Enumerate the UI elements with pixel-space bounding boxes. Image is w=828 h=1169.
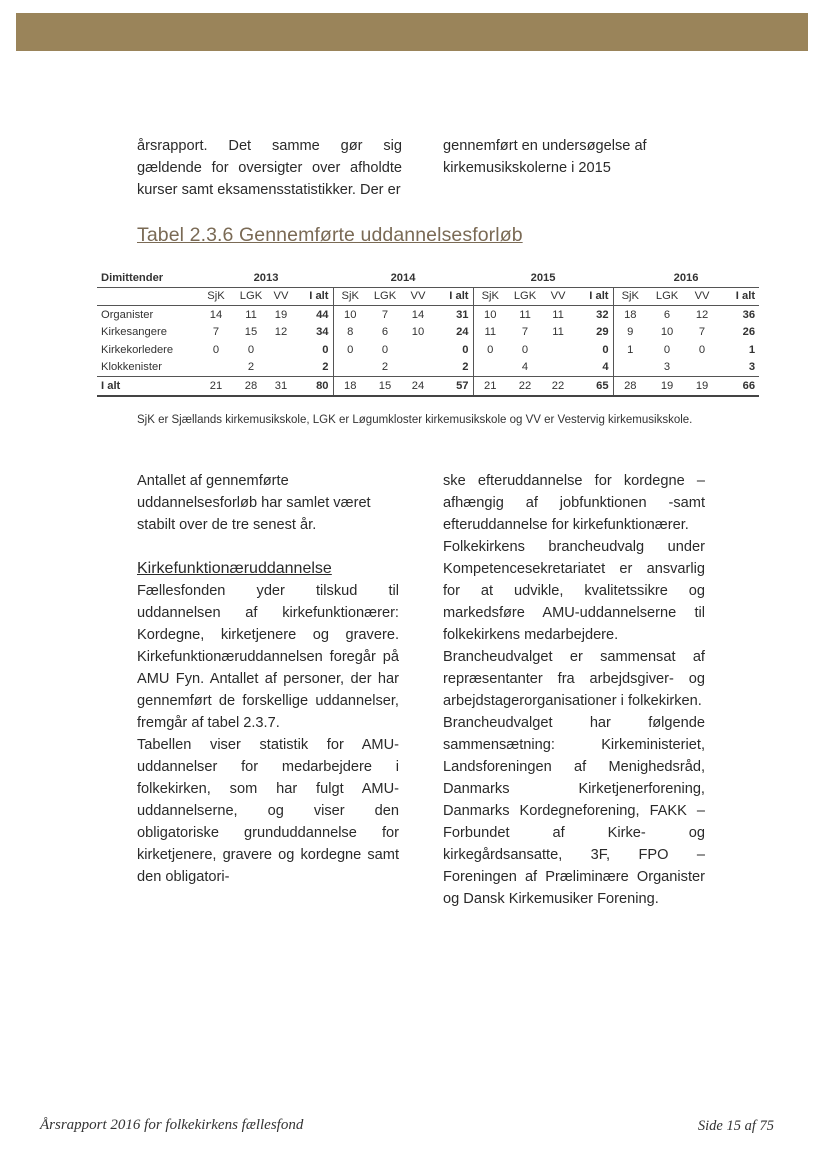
total-cell: 34 <box>293 324 333 342</box>
data-cell: 6 <box>381 326 389 339</box>
data-cell: 11 <box>484 326 497 339</box>
body-right-column <box>443 470 705 910</box>
total-cell: 4 <box>573 359 613 377</box>
data-cell: 24 <box>403 377 433 396</box>
table-body <box>97 306 759 396</box>
sub-header: SjK <box>473 287 507 306</box>
section-heading: Kirkefunktionæruddannelse <box>137 560 332 577</box>
sub-header: SjK <box>333 287 367 306</box>
total-cell: 26 <box>742 326 756 339</box>
data-cell: 0 <box>487 343 494 356</box>
data-cell <box>473 359 507 377</box>
total-cell: 0 <box>293 341 333 359</box>
data-cell: 28 <box>613 377 647 396</box>
total-cell: 57 <box>433 377 473 396</box>
sub-header: VV <box>403 287 433 306</box>
data-cell <box>403 359 433 377</box>
body-left-column <box>137 470 399 888</box>
data-cell: 1 <box>627 343 634 356</box>
paragraph: Brancheudvalget har følgende sammensætning: Kirkeministeriet, Landsforeningen af Menighedsråd, Danmarks Kirketjenerforening, Danmarks Kordegneforening, FAKK – Forbundet af Kirke- og kirkegårdsansatte, 3F, FPO – Foreningen af Præliminære Organister og Dansk Kirkemusiker Forening. <box>443 715 705 907</box>
table-row <box>97 324 759 342</box>
paragraph: Antallet af gennemførte uddannelsesforløb har samlet været stabilt over de tre senest år. <box>137 473 371 533</box>
sub-header: I alt <box>433 287 473 306</box>
total-cell: 24 <box>433 324 473 342</box>
intro-right-column <box>443 135 705 179</box>
data-cell: 15 <box>244 326 258 339</box>
table-row <box>97 377 759 396</box>
header-band <box>16 13 808 51</box>
data-cell: 3 <box>647 359 687 377</box>
sub-header: LGK <box>367 287 403 306</box>
data-cell: 0 <box>247 343 255 356</box>
data-cell: 0 <box>381 343 389 356</box>
data-cell: 10 <box>484 308 497 321</box>
data-cell: 18 <box>624 308 637 321</box>
total-cell: 1 <box>748 343 756 356</box>
data-cell: 22 <box>507 377 543 396</box>
data-cell: 10 <box>344 308 357 321</box>
row-label: Kirkekorledere <box>101 343 174 356</box>
data-cell: 15 <box>367 377 403 396</box>
data-cell: 10 <box>660 326 674 339</box>
sub-header: VV <box>543 287 573 306</box>
total-cell: 0 <box>433 341 473 359</box>
row-label: Kirkesangere <box>101 326 167 339</box>
total-cell: 65 <box>573 377 613 396</box>
year-header: 2014 <box>333 269 473 287</box>
table-title: Tabel 2.3.6 Gennemførte uddannelsesforløb <box>137 224 523 246</box>
sub-header-row <box>97 287 759 306</box>
sub-header: SjK <box>199 287 233 306</box>
sub-header: I alt <box>573 287 613 306</box>
data-cell: 28 <box>233 377 269 396</box>
total-cell: 3 <box>717 359 759 377</box>
table-row <box>97 306 759 324</box>
sub-header: VV <box>687 287 717 306</box>
data-cell: 0 <box>521 343 529 356</box>
data-cell: 10 <box>411 326 425 339</box>
data-cell <box>199 359 233 377</box>
table-row <box>97 359 759 377</box>
intro-left-text: årsrapport. Det samme gør sig gældende for oversigter over afholdte kurser samt eksamensstatistikker. Der er <box>137 138 402 198</box>
total-cell: 0 <box>573 341 613 359</box>
data-cell <box>269 341 293 359</box>
year-header: 2013 <box>199 269 333 287</box>
data-cell: 18 <box>333 377 367 396</box>
data-cell: 19 <box>687 377 717 396</box>
intro-right-text: gennemført en undersøgelse af kirkemusikskolerne i 2015 <box>443 138 647 176</box>
data-cell <box>333 359 367 377</box>
sub-header: LGK <box>647 287 687 306</box>
total-cell: 36 <box>742 308 756 321</box>
total-cell: 2 <box>293 359 333 377</box>
sub-header: I alt <box>293 287 333 306</box>
data-cell: 22 <box>543 377 573 396</box>
data-cell <box>269 359 293 377</box>
data-cell: 21 <box>199 377 233 396</box>
data-cell: 0 <box>212 343 220 356</box>
data-cell: 7 <box>381 308 389 321</box>
table-row <box>97 341 759 359</box>
data-cell <box>613 359 647 377</box>
row-label: Klokkenister <box>97 359 199 377</box>
data-cell: 11 <box>552 308 564 321</box>
sub-header: SjK <box>613 287 647 306</box>
total-cell: 2 <box>433 359 473 377</box>
footer-report-title: Årsrapport 2016 for folkekirkens fællesfond <box>40 1117 304 1133</box>
paragraph: Folkekirkens brancheudvalg under Kompetencesekretariatet er ansvarlig for at udvikle, kvalitetssikre og markedsføre AMU-uddannelserne til folkekirkens medarbejdere. <box>443 539 705 643</box>
total-cell: 80 <box>293 377 333 396</box>
sub-header: LGK <box>507 287 543 306</box>
sub-header: I alt <box>717 287 759 306</box>
year-header: 2015 <box>473 269 613 287</box>
data-cell: 9 <box>627 326 634 339</box>
data-cell: 19 <box>647 377 687 396</box>
row-label: I alt <box>97 377 199 396</box>
paragraph: Fællesfonden yder tilskud til uddannelsen af kirkefunktionærer: Kordegne, kirketjenere og gravere. Kirkefunktionæruddannelsen foregår på AMU Fyn. Antallet af personer, der har gennemført de forskellige uddannelser, fremgår af tabel 2.3.7. <box>137 583 399 731</box>
intro-left-column <box>137 135 402 201</box>
data-cell: 7 <box>212 326 220 339</box>
data-cell: 31 <box>269 377 293 396</box>
data-cell: 2 <box>233 359 269 377</box>
data-cell: 14 <box>209 308 223 321</box>
year-header: 2016 <box>613 269 759 287</box>
sub-header: LGK <box>233 287 269 306</box>
data-cell: 11 <box>519 308 531 321</box>
data-cell: 8 <box>347 326 354 339</box>
data-cell <box>687 359 717 377</box>
data-cell: 19 <box>274 308 288 321</box>
total-cell: 31 <box>433 306 473 324</box>
total-cell: 29 <box>573 324 613 342</box>
footer-page-number: Side 15 af 75 <box>697 1118 774 1134</box>
data-cell <box>543 341 573 359</box>
data-cell: 6 <box>663 308 671 321</box>
data-cell <box>403 341 433 359</box>
data-cell: 12 <box>695 308 709 321</box>
row-header: Dimittender <box>97 269 199 287</box>
graduates-table <box>97 269 759 397</box>
data-cell: 7 <box>698 326 706 339</box>
data-cell: 2 <box>367 359 403 377</box>
paragraph: Tabellen viser statistik for AMU-uddannelser for medarbejdere i folkekirken, som har fulgt AMU- uddannelserne, og viser den obligatoriske grunduddannelse for kirketjenere, gravere og kordegne samt den obligatori- <box>137 737 399 885</box>
table-note: SjK er Sjællands kirkemusikskole, LGK er Løgumkloster kirkemusikskole og VV er Vestervig kirkemusikskole. <box>137 414 693 426</box>
total-cell: 66 <box>717 377 759 396</box>
data-cell: 0 <box>698 343 706 356</box>
total-cell: 44 <box>293 306 333 324</box>
paragraph: ske efteruddannelse for kordegne –afhængig af jobfunktionen -samt efteruddannelse for kirkefunktionærer. <box>443 473 705 533</box>
sub-header: VV <box>269 287 293 306</box>
data-cell: 4 <box>507 359 543 377</box>
data-cell: 7 <box>521 326 529 339</box>
paragraph: Brancheudvalget er sammensat af repræsentanter fra arbejdsgiver- og arbejdstagerorganisationer i folkekirken. <box>443 649 705 709</box>
data-cell: 11 <box>245 308 257 321</box>
total-cell: 32 <box>573 306 613 324</box>
data-cell: 0 <box>663 343 671 356</box>
data-cell: 14 <box>411 308 425 321</box>
data-cell <box>543 359 573 377</box>
data-cell: 12 <box>274 326 288 339</box>
row-label: Organister <box>101 308 154 321</box>
data-cell: 11 <box>552 326 564 339</box>
data-cell: 21 <box>473 377 507 396</box>
year-header-row <box>97 269 759 287</box>
data-cell: 0 <box>347 343 354 356</box>
